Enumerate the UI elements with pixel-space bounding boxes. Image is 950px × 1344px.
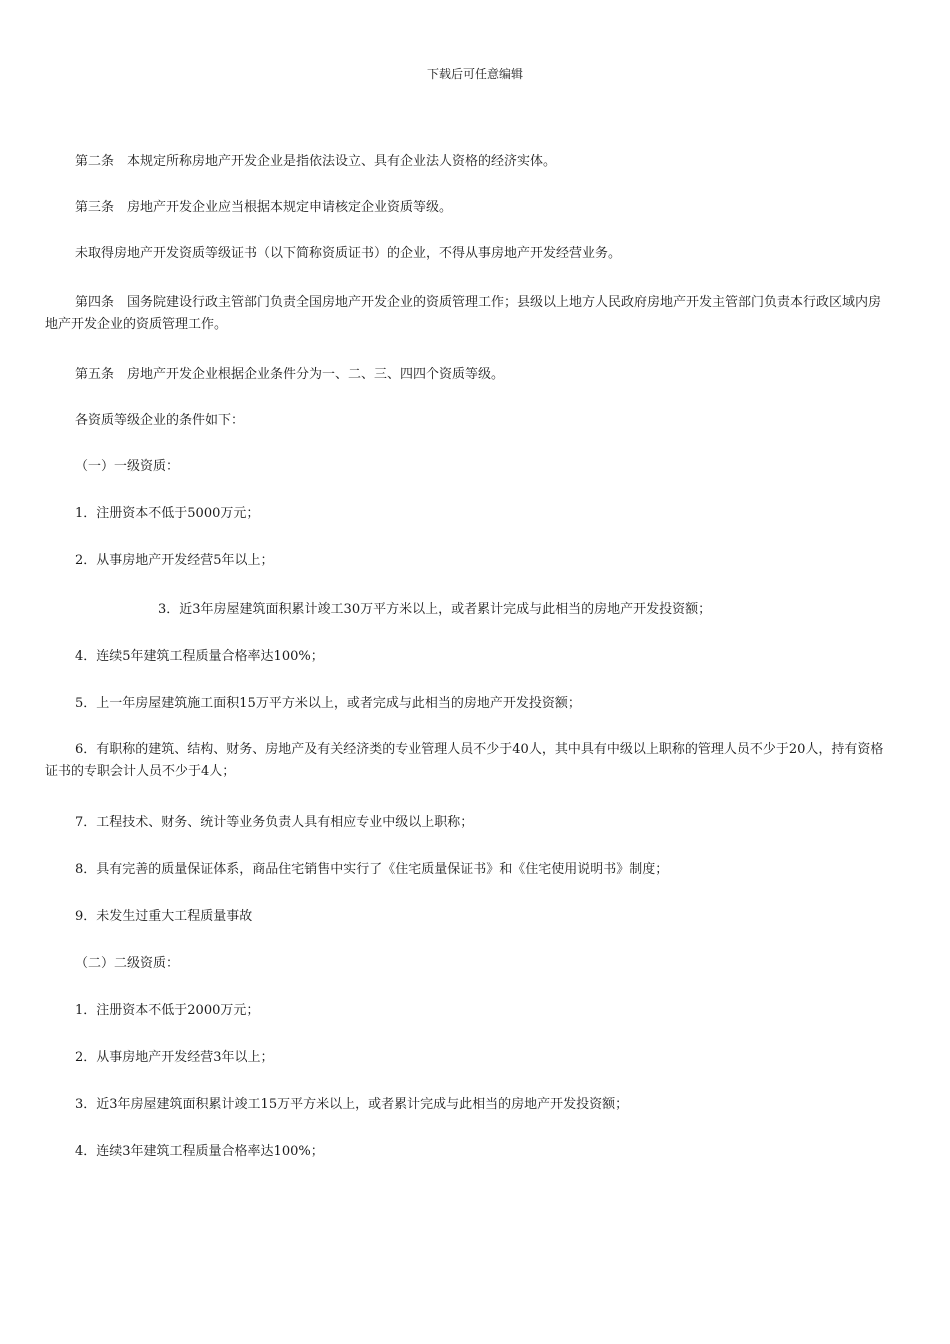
list-item: 3．近3年房屋建筑面积累计竣工15万平方米以上，或者累计完成与此相当的房地产开发投资额； <box>75 1097 629 1112</box>
list-item: 4．连续3年建筑工程质量合格率达100%； <box>75 1144 324 1159</box>
paragraph-no-certificate: 未取得房地产开发资质等级证书（以下简称资质证书）的企业，不得从事房地产开发经营业务。 <box>75 246 622 261</box>
paragraph-conditions-intro: 各资质等级企业的条件如下： <box>75 413 245 428</box>
page-header: 下载后可任意编辑 <box>426 67 523 81</box>
list-item: 1．注册资本不低于5000万元； <box>75 506 260 521</box>
paragraph-article-2: 第二条 本规定所称房地产开发企业是指依法设立、具有企业法人资格的经济实体。 <box>75 154 557 169</box>
list-item: 1．注册资本不低于2000万元； <box>75 1003 260 1018</box>
list-item: 6．有职称的建筑、结构、财务、房地产及有关经济类的专业管理人员不少于40人，其中具有中级以上职称的管理人员不少于20人，持有资格证书的专职会计人员不少于4人； <box>45 742 884 779</box>
list-item: 3．近3年房屋建筑面积累计竣工30万平方米以上，或者累计完成与此相当的房地产开发投资额； <box>158 602 712 617</box>
list-item: 2．从事房地产开发经营3年以上； <box>75 1050 274 1065</box>
paragraph-article-5: 第五条 房地产开发企业根据企业条件分为一、二、三、四四个资质等级。 <box>75 367 505 382</box>
list-item: 2．从事房地产开发经营5年以上； <box>75 553 274 568</box>
section-heading-level-1: （一）一级资质： <box>75 459 180 474</box>
paragraph-article-4: 第四条 国务院建设行政主管部门负责全国房地产开发企业的资质管理工作；县级以上地方人民政府房地产开发主管部门负责本行政区域内房地产开发企业的资质管理工作。 <box>45 295 882 332</box>
section-heading-level-2: （二）二级资质： <box>75 956 180 971</box>
list-item: 5．上一年房屋建筑施工面积15万平方米以上，或者完成与此相当的房地产开发投资额； <box>75 696 581 711</box>
paragraph-article-3: 第三条 房地产开发企业应当根据本规定申请核定企业资质等级。 <box>75 200 453 215</box>
list-item: 8．具有完善的质量保证体系，商品住宅销售中实行了《住宅质量保证书》和《住宅使用说明书》制度； <box>75 862 669 877</box>
list-item: 4．连续5年建筑工程质量合格率达100%； <box>75 649 324 664</box>
list-item: 9．未发生过重大工程质量事故 <box>75 909 253 924</box>
list-item: 7．工程技术、财务、统计等业务负责人具有相应专业中级以上职称； <box>75 815 474 830</box>
